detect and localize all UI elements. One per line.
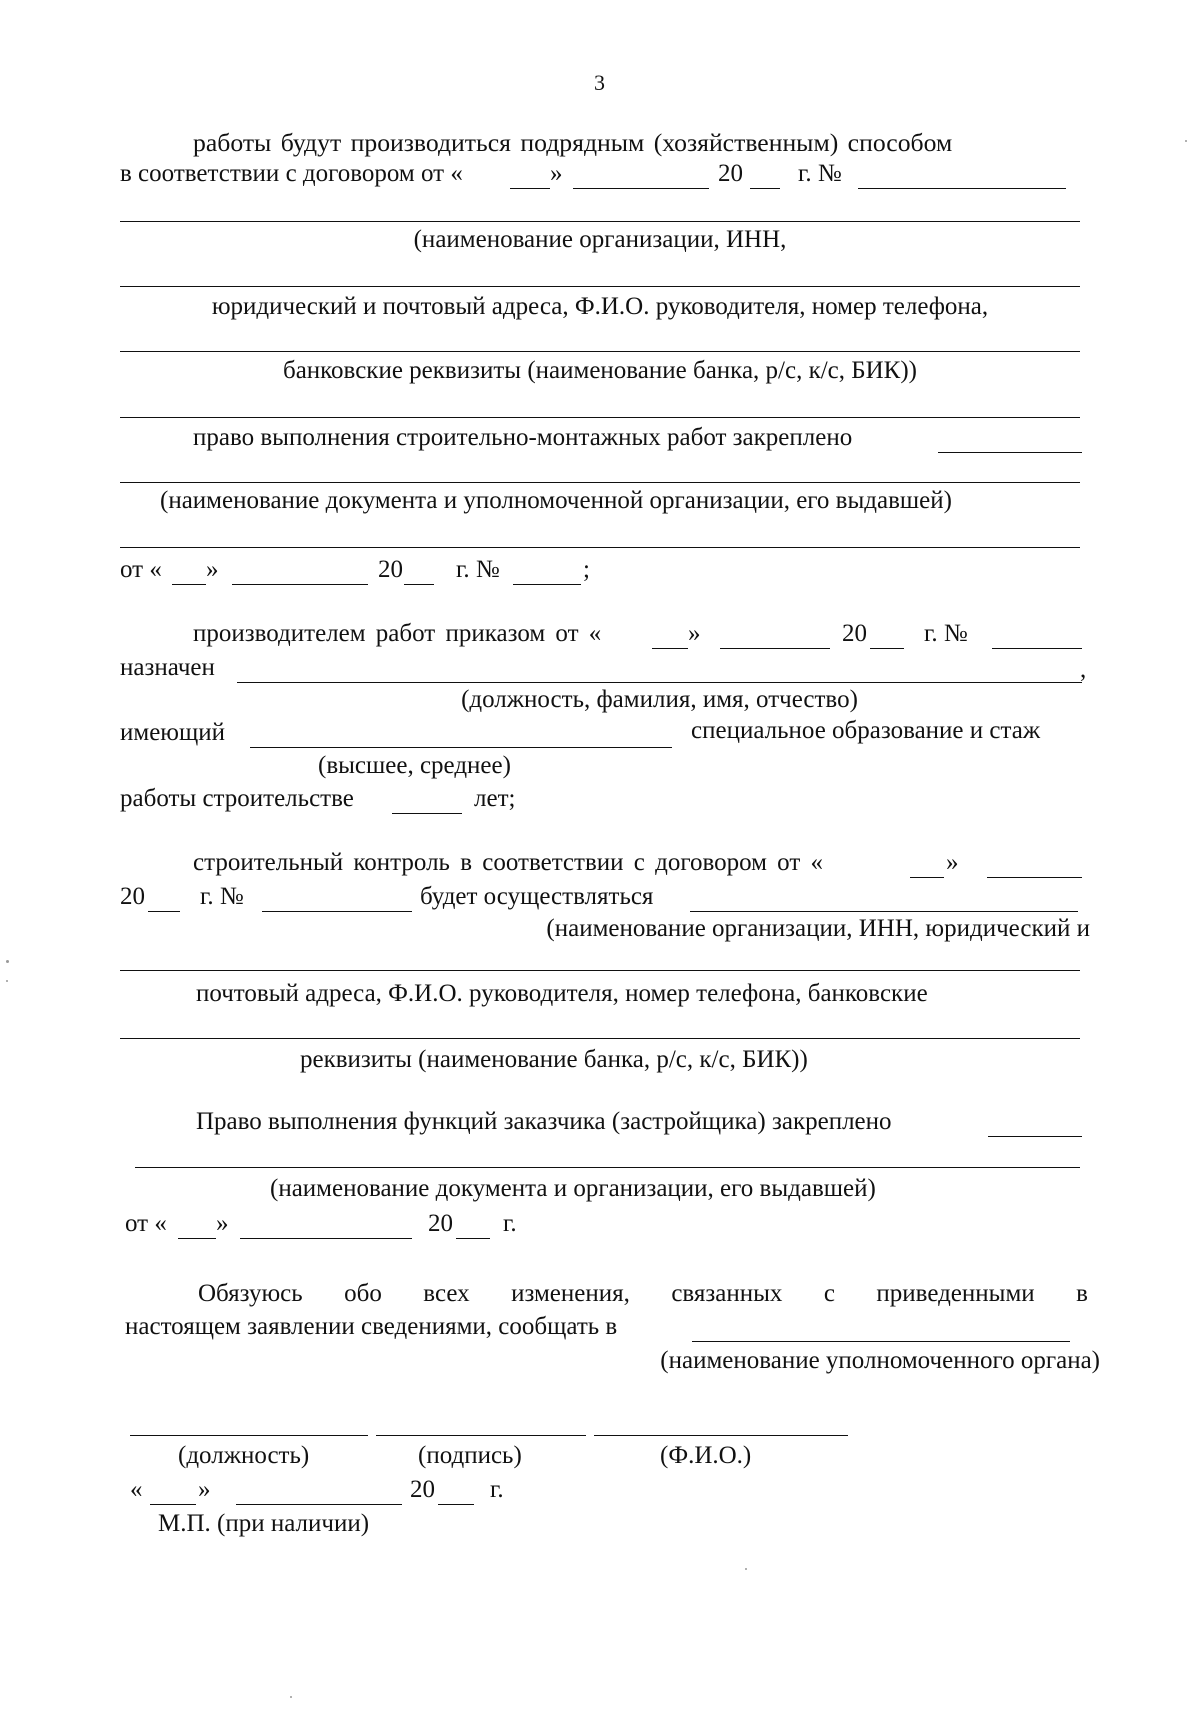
license-date-label: от « — [120, 556, 162, 583]
foreman-order-number-label: г. № — [924, 620, 968, 647]
signature-month-field[interactable] — [236, 1504, 402, 1505]
customer-right-line: Право выполнения функций заказчика (застройщика) закреплено — [196, 1108, 892, 1135]
contractor-address-field[interactable] — [120, 286, 1080, 287]
foreman-education-text: специальное образование и стаж — [691, 717, 1041, 744]
foreman-order-number-field[interactable] — [992, 648, 1082, 649]
customer-document-field[interactable] — [135, 1167, 1080, 1168]
obligation-word: Обязуюсь — [198, 1280, 303, 1307]
obligation-authority-field[interactable] — [692, 1341, 1070, 1342]
contractor-bank-field[interactable] — [120, 351, 1080, 352]
contractor-date-label: в соответствии с договором от « — [120, 160, 463, 187]
contractor-caption-1: (наименование организации, ИНН, — [413, 226, 787, 253]
foreman-order-year-prefix: 20 — [842, 620, 867, 647]
foreman-order-day-field[interactable] — [652, 648, 688, 649]
foreman-name-field[interactable] — [237, 682, 1082, 683]
signature-position-field[interactable] — [130, 1435, 368, 1436]
obligation-word: связанных — [671, 1280, 783, 1307]
supervision-caption-3: реквизиты (наименование банка, р/с, к/с, БИК)) — [300, 1046, 808, 1073]
customer-year-field[interactable] — [456, 1238, 490, 1239]
scan-speck — [6, 960, 9, 963]
page-number: 3 — [594, 70, 605, 95]
foreman-appointed-end: , — [1080, 656, 1087, 683]
foreman-order-year-field[interactable] — [870, 648, 904, 649]
contract-day-field[interactable] — [510, 188, 550, 189]
contractor-extra-field[interactable] — [120, 417, 1080, 418]
obligation-caption: (наименование уполномоченного органа) — [660, 1347, 1100, 1374]
contract-year-prefix: 20 — [718, 160, 743, 187]
supervision-number-field[interactable] — [262, 911, 412, 912]
supervision-exec-label: будет осуществляться — [420, 883, 654, 910]
obligation-word: всех — [423, 1280, 470, 1307]
foreman-name-caption: (должность, фамилия, имя, отчество) — [461, 686, 858, 713]
foreman-appointed-label: назначен — [120, 654, 215, 681]
foreman-experience-unit: лет; — [474, 785, 516, 812]
contract-month-field[interactable] — [573, 188, 709, 189]
signature-name-field[interactable] — [594, 1435, 848, 1436]
customer-month-field[interactable] — [240, 1238, 412, 1239]
contractor-org-field[interactable] — [120, 221, 1080, 222]
customer-year-prefix: 20 — [428, 1210, 453, 1237]
customer-caption: (наименование документа и организации, его выдавшей) — [270, 1175, 876, 1202]
license-document-field[interactable] — [120, 482, 1080, 483]
obligation-word: в — [1076, 1280, 1088, 1307]
license-date-end: ; — [583, 556, 590, 583]
supervision-caption-1: (наименование организации, ИНН, юридический и — [546, 915, 1090, 942]
signature-day-field[interactable] — [150, 1504, 196, 1505]
contractor-line-1: работы будут производиться подрядным (хозяйственным) способом — [193, 128, 953, 157]
foreman-having-label: имеющий — [120, 719, 225, 746]
signature-date-open: « — [130, 1476, 143, 1503]
customer-year-suffix: г. — [503, 1210, 517, 1237]
license-number-label: г. № — [456, 556, 500, 583]
scan-speck — [1185, 140, 1187, 142]
contract-number-label: г. № — [798, 160, 842, 187]
foreman-order-day-close: » — [688, 620, 701, 647]
contract-day-close: » — [550, 160, 563, 187]
scan-speck — [745, 1568, 747, 1570]
contractor-caption-3: банковские реквизиты (наименование банка, р/с, к/с, БИК)) — [282, 357, 918, 384]
scan-speck — [290, 1696, 292, 1698]
license-caption: (наименование документа и уполномоченной организации, его выдавшей) — [160, 487, 952, 514]
signature-year-prefix: 20 — [410, 1476, 435, 1503]
signature-year-suffix: г. — [490, 1476, 504, 1503]
supervision-line-1: строительный контроль в соответствии с договором от « — [193, 849, 824, 876]
license-document-field-2[interactable] — [120, 547, 1080, 548]
foreman-experience-field[interactable] — [392, 813, 462, 814]
license-day-field[interactable] — [172, 584, 206, 585]
license-day-close: » — [206, 556, 219, 583]
license-year-prefix: 20 — [378, 556, 403, 583]
license-year-field[interactable] — [404, 584, 434, 585]
supervision-org-field[interactable] — [690, 911, 1078, 912]
customer-holder-field[interactable] — [988, 1136, 1082, 1137]
supervision-day-close: » — [946, 849, 959, 876]
signature-name-caption: (Ф.И.О.) — [660, 1442, 752, 1469]
customer-day-close: » — [216, 1210, 229, 1237]
supervision-month-field[interactable] — [987, 877, 1082, 878]
license-number-field[interactable] — [513, 584, 581, 585]
stamp-note: М.П. (при наличии) — [158, 1510, 370, 1537]
license-line: право выполнения строительно-монтажных работ закреплено — [193, 424, 853, 451]
obligation-line-2: настоящем заявлении сведениями, сообщать в — [125, 1313, 618, 1340]
license-month-field[interactable] — [232, 584, 368, 585]
supervision-address-field[interactable] — [120, 970, 1080, 971]
signature-date-close: » — [198, 1476, 211, 1503]
supervision-number-label: г. № — [200, 883, 244, 910]
foreman-education-field[interactable] — [250, 747, 672, 748]
obligation-word: с — [823, 1280, 835, 1307]
signature-year-field[interactable] — [438, 1504, 474, 1505]
customer-date-label: от « — [125, 1210, 167, 1237]
scan-speck — [6, 980, 8, 982]
obligation-word: изменения, — [511, 1280, 630, 1307]
license-holder-field[interactable] — [938, 452, 1082, 453]
supervision-caption-2: почтовый адреса, Ф.И.О. руководителя, номер телефона, банковские — [196, 980, 928, 1007]
foreman-order-month-field[interactable] — [720, 648, 830, 649]
supervision-year-prefix: 20 — [120, 883, 145, 910]
supervision-year-field[interactable] — [148, 911, 180, 912]
obligation-line-1 — [198, 1280, 1088, 1309]
signature-position-caption: (должность) — [178, 1442, 310, 1469]
contract-year-field[interactable] — [750, 188, 780, 189]
obligation-word: обо — [344, 1280, 382, 1307]
signature-sign-field[interactable] — [376, 1435, 586, 1436]
foreman-education-caption: (высшее, среднее) — [318, 752, 511, 779]
supervision-bank-field[interactable] — [120, 1038, 1080, 1039]
obligation-word: приведенными — [876, 1280, 1035, 1307]
foreman-experience-label: работы строительстве — [120, 785, 354, 812]
contract-number-field[interactable] — [858, 188, 1066, 189]
customer-day-field[interactable] — [178, 1238, 216, 1239]
supervision-day-field[interactable] — [910, 877, 944, 878]
signature-sign-caption: (подпись) — [418, 1442, 522, 1469]
contractor-caption-2: юридический и почтовый адреса, Ф.И.О. руководителя, номер телефона, — [211, 293, 989, 320]
foreman-order-label: производителем работ приказом от « — [193, 620, 602, 647]
